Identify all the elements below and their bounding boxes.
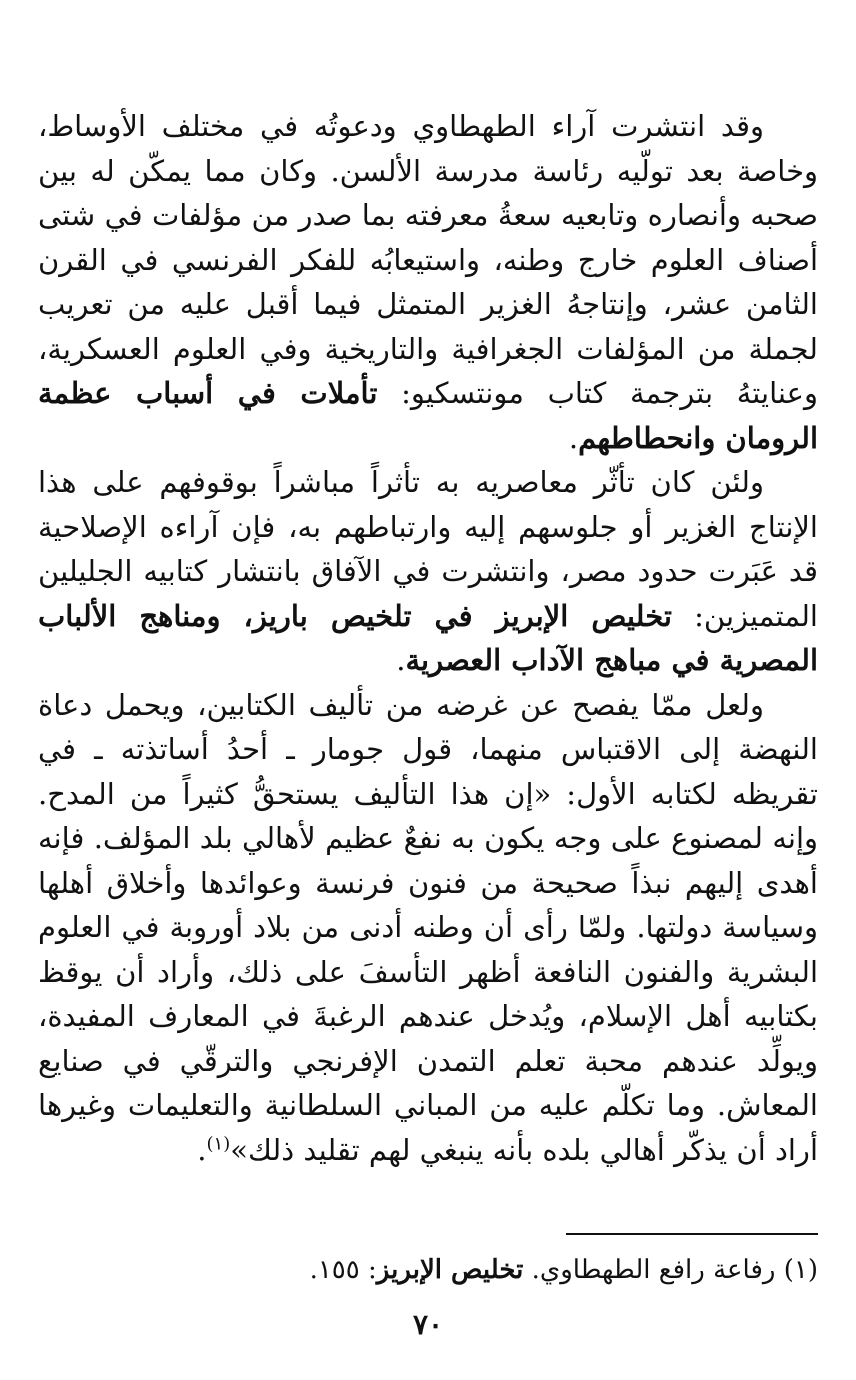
footnote-text: (١) رفاعة رافع الطهطاوي.	[523, 1255, 818, 1285]
paragraph-1-end: .	[568, 420, 579, 455]
book-title-montesquieu: تأملات في أسباب عظمة الرومان وانحطاطهم	[38, 376, 818, 455]
paragraph-3-end: .	[197, 1132, 207, 1167]
paragraph-3	[38, 683, 818, 1173]
main-text	[38, 104, 818, 1172]
paragraph-3-text: ولعل ممّا يفصح عن غرضه من تأليف الكتابين، ويحمل دعاة النهضة إلى الاقتباس منهما، قول جومار ـ أحدُ أساتذته ـ في تقريظه لكتابه الأول: «إن هذا التأليف يستحقُّ كثيراً من المدح. وإنه لمصنوع على وجه يكون به نفعٌ عظيم لأهالي بلد المؤلف. فإنه أهدى إليهم نبذاً صحيحة من فنون فرنسة وعوائدها وأخلاق أهلها وسياسة دولتها. ولمّا رأى أن وطنه أدنى من بلاد أوروبة في العلوم البشرية والفنون النافعة أظهر التأسفَ على ذلك، وأراد أن يوقظ بكتابيه أهل الإسلام، ويُدخل عندهم الرغبةَ في المعارف المفيدة، ويولِّد عندهم محبة تعلم التمدن الإفرنجي والترقّي في صنايع المعاش. وما تكلّم عليه من المباني السلطانية والتعليمات وغيرها أراد أن يذكّر أهالي بلده بأنه ينبغي لهم تقليد ذلك»	[38, 687, 818, 1167]
footnote-book-title: تخليص الإبريز	[376, 1255, 524, 1285]
paragraph-2-text: ولئن كان تأثّر معاصريه به تأثراً مباشراً بوقوفهم على هذا الإنتاج الغزير أو جلوسهم إليه وارتباطهم به، فإن آراءه الإصلاحية قد عَبَرت حدود مصر، وانتشرت في الآفاق بانتشار كتابيه الجليلين المتميزين:	[38, 465, 818, 633]
footnote-divider	[566, 1233, 818, 1235]
footnote	[38, 1250, 818, 1290]
paragraph-1-text: وقد انتشرت آراء الطهطاوي ودعوتُه في مختلف الأوساط، وخاصة بعد تولّيه رئاسة مدرسة الألسن. وكان مما يمكّن له بين صحبه وأنصاره وتابعيه سعةُ معرفته بما صدر من مؤلفات في شتى أصناف العلوم خارج وطنه، واستيعابُه للفكر الفرنسي في القرن الثامن عشر، وإنتاجهُ الغزير المتمثل فيما أقبل عليه من تعريب لجملة من المؤلفات الجغرافية والتاريخية وفي العلوم العسكرية، وعنايتهُ بترجمة كتاب مونتسكيو:	[38, 109, 818, 410]
paragraph-2-end: .	[396, 643, 406, 677]
book-titles-tahtawi: تخليص الإبريز في تلخيص باريز، ومناهج الألباب المصرية في مباهج الآداب العصرية	[38, 598, 818, 677]
footnote-page: : ١٥٥.	[309, 1255, 377, 1285]
paragraph-1	[38, 104, 818, 460]
footnote-reference[interactable]: (١)	[206, 1132, 231, 1154]
paragraph-2	[38, 460, 818, 683]
page-number: ٧٠	[412, 1308, 444, 1341]
